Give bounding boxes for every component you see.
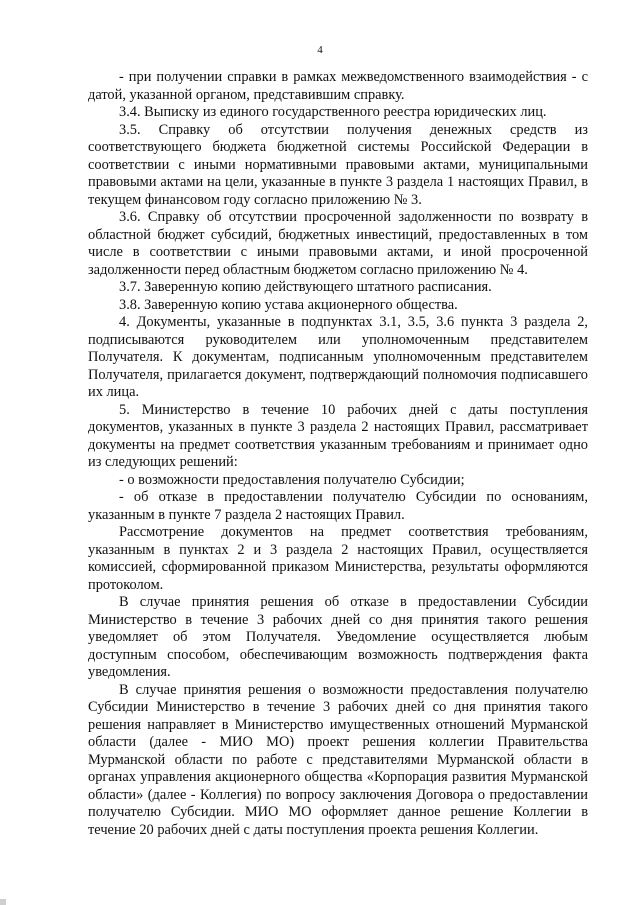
page-number: 4 xyxy=(317,44,323,56)
paragraph-3-4: 3.4. Выписку из единого государственного реестра юридических лиц. xyxy=(119,104,547,120)
paragraph-commission-review: Рассмотрение документов на предмет соответствия требованиям, указанным в пунктах 2 и 3 раздела 2 настоящих Правил, осуществляется комиссией, сформированной приказом Министерства, результаты оформляются протоколом. xyxy=(88,524,588,593)
paragraph-decision-reject: - об отказе в предоставлении получателю Субсидии по основаниям, указанным в пункте 7 раздела 2 настоящих Правил. xyxy=(88,489,588,523)
paragraph-4: 4. Документы, указанные в подпунктах 3.1, 3.5, 3.6 пункта 3 раздела 2, подписываются руководителем или уполномоченным представителем Получателя. К документам, подписанным уполномоченным представителем Получателя, прилагается документ, подтверждающий полномочия подписавшего их лица. xyxy=(88,314,588,400)
paragraph-3-8: 3.8. Заверенную копию устава акционерного общества. xyxy=(119,296,458,313)
paragraph-approval-procedure: В случае принятия решения о возможности предоставления получателю Субсидии Министерство в течение 3 рабочих дней со дня принятия такого решения направляет в Министерство имущественных отношений Мурманской области (далее - МИО МО) проект решения коллегии Правительства Мурманской области по работе с представителями Мурманской области в органах управления акционерного общества «Корпорация развития Мурманской области» (далее - Коллегия) по вопросу заключения Договора о предоставлении получателю Субсидии. МИО МО оформляет данное решение Коллегии в течение 20 рабочих дней с даты поступления проекта решения Коллегии. xyxy=(88,681,588,838)
paragraph-refusal-notice: В случае принятия решения об отказе в предоставлении Субсидии Министерство в течение 3 рабочих дней со дня принятия такого решения уведомляет об этом Получателя. Уведомление осуществляется любым доступным способом, обеспечивающим возможность подтверждения факта уведомления. xyxy=(88,594,588,680)
scan-corner-mark xyxy=(0,899,6,905)
paragraph-3-6: 3.6. Справку об отсутствии просроченной задолженности по возврату в областной бюджет субсидий, бюджетных инвестиций, предоставленных в том числе в соответствии с иными правовыми актами, и иной просроченной задолженности перед областным бюджетом согласно приложению № 4. xyxy=(88,209,588,278)
paragraph-decision-approve: - о возможности предоставления получателю Субсидии; xyxy=(119,471,465,488)
paragraph-3-5: 3.5. Справку об отсутствии получения денежных средств из соответствующего бюджета бюджетной системы Российской Федерации в соответствии с иными нормативными правовыми актами, муниципальными правовыми актами на цели, указанные в пункте 3 раздела 1 настоящих Правил, в текущем финансовом году согласно приложению № 3. xyxy=(88,121,588,208)
paragraph-certificate-date: - при получении справки в рамках межведомственного взаимодействия - с датой, указанной органом, представившим справку. xyxy=(88,69,588,103)
paragraph-5: 5. Министерство в течение 10 рабочих дней с даты поступления документов, указанных в пункте 3 раздела 2 настоящих Правил, рассматривает документы на предмет соответствия указанным требованиям и принимает одно из следующих решений: xyxy=(88,401,588,470)
document-body xyxy=(88,69,588,839)
paragraph-3-7: 3.7. Заверенную копию действующего штатного расписания. xyxy=(119,279,492,295)
